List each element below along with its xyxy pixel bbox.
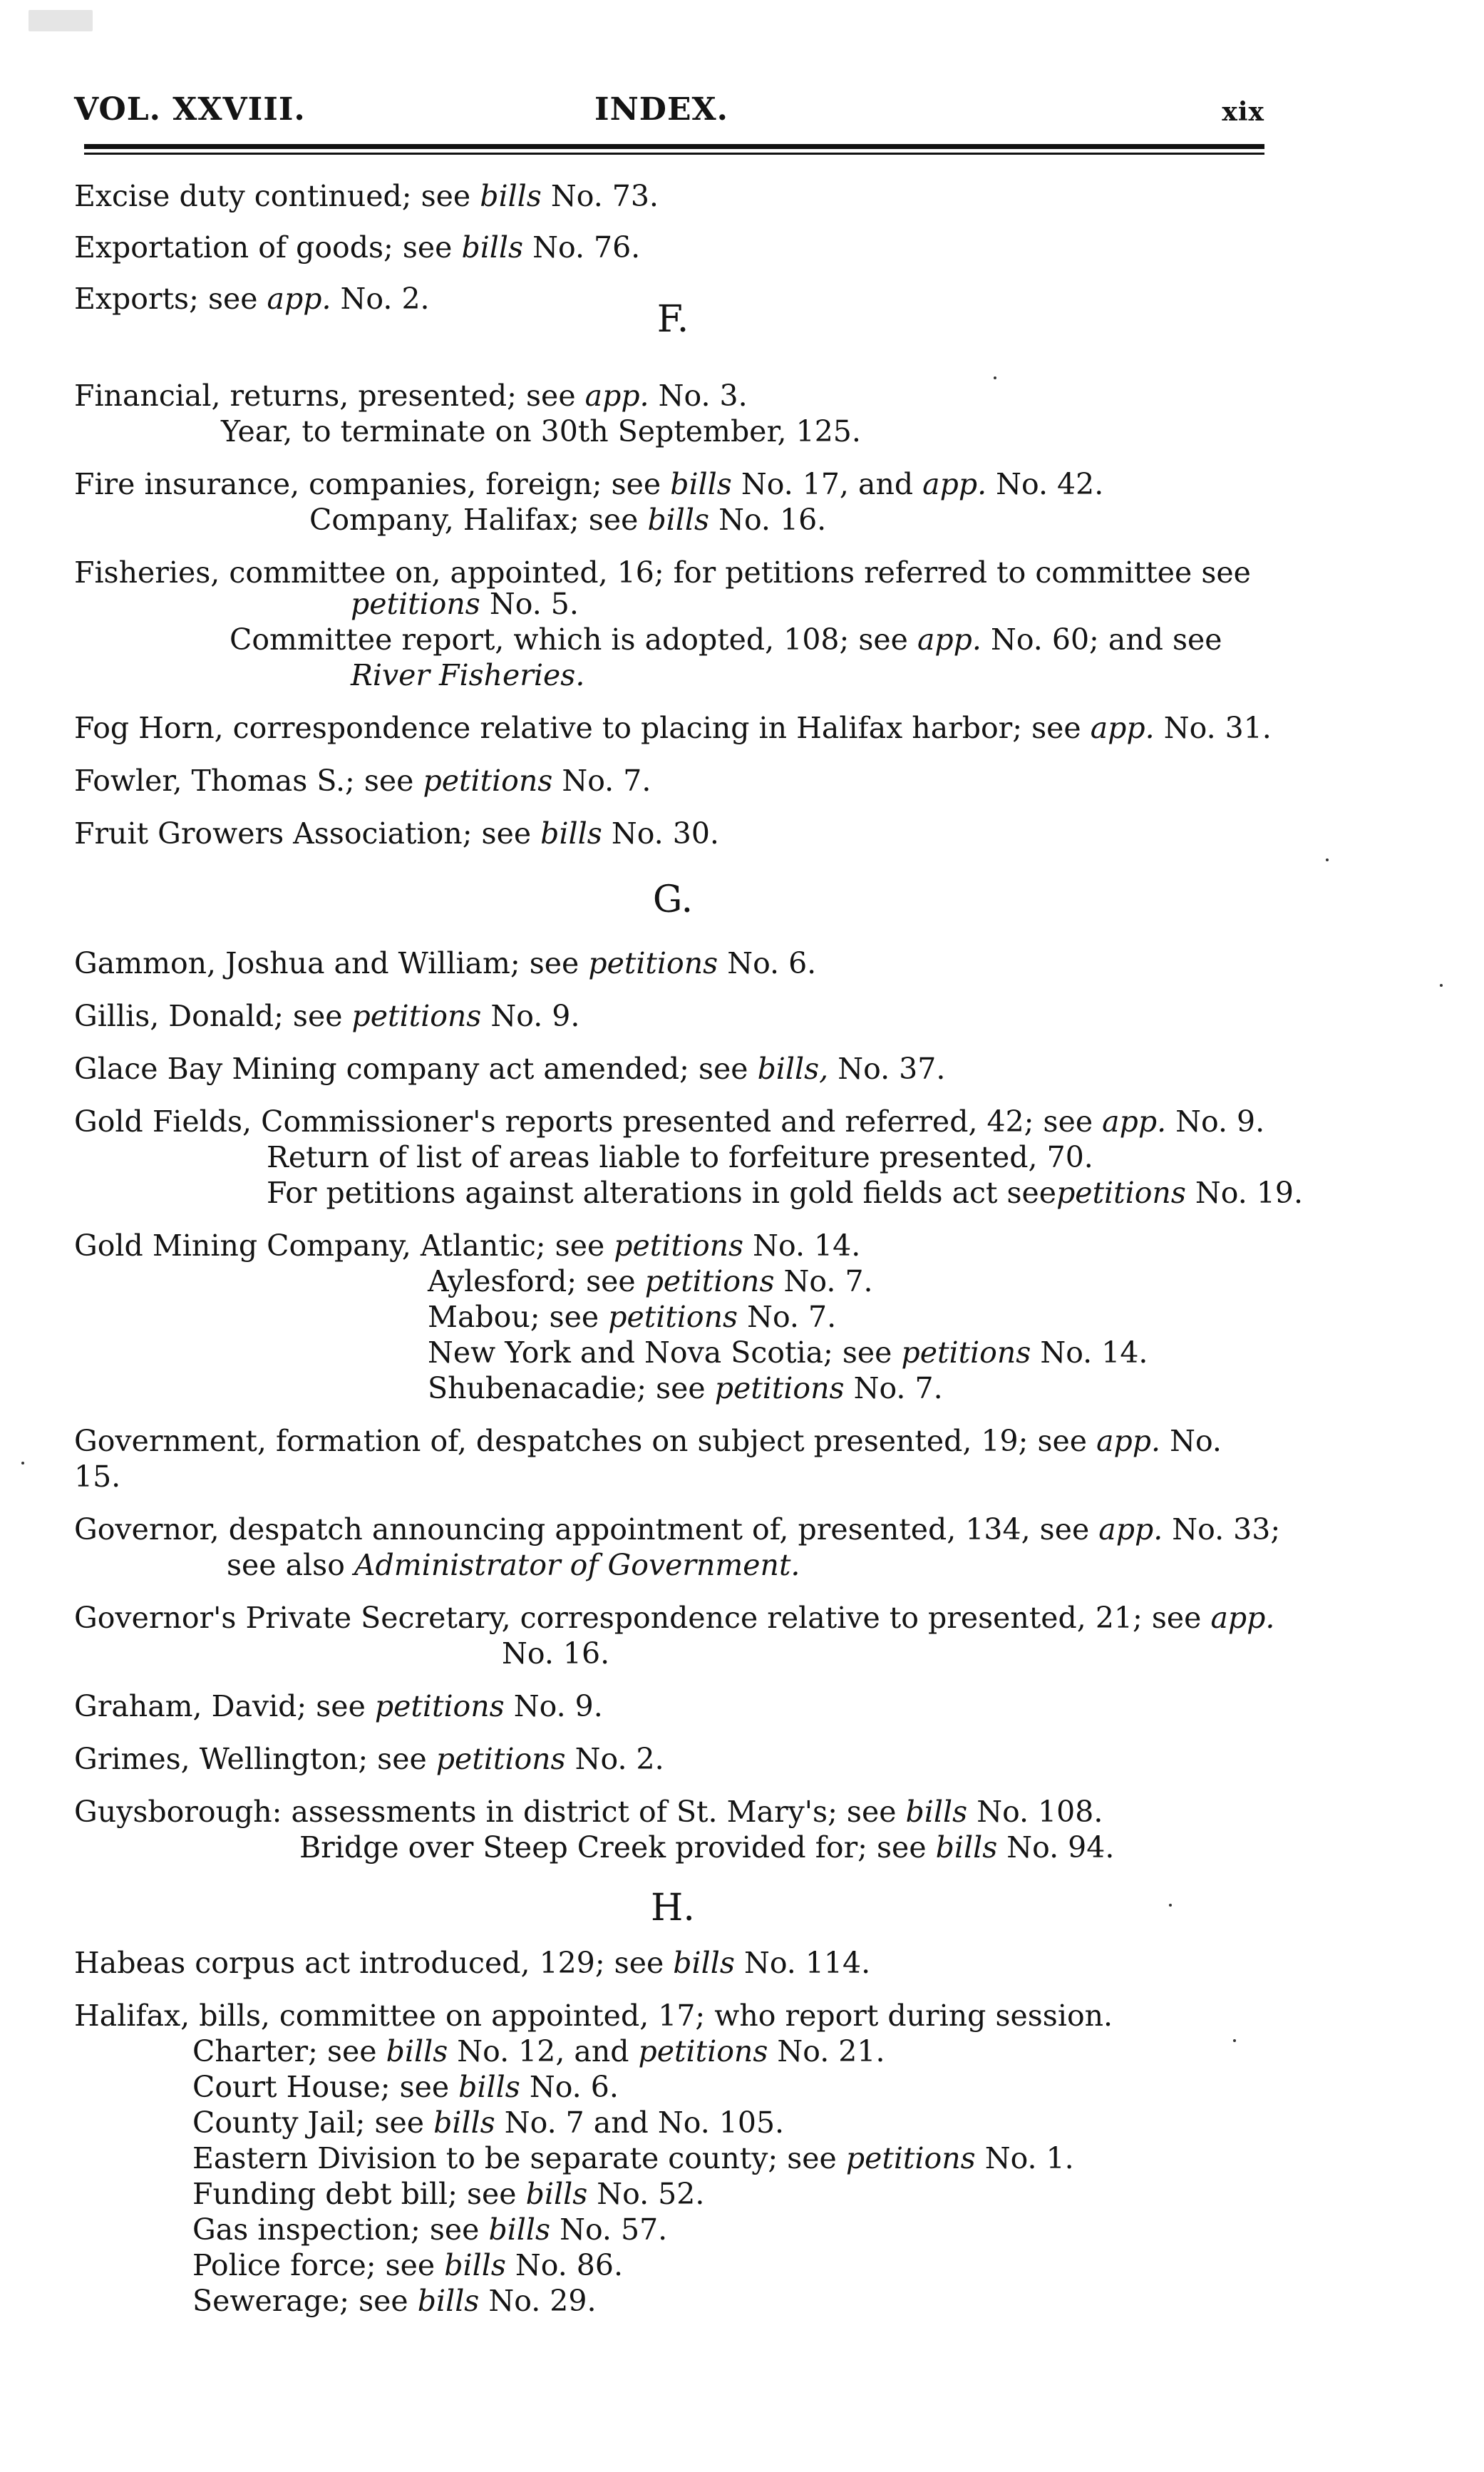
header-rule-thick xyxy=(84,144,1264,149)
index-entry: Fisheries, committee on, appointed, 16; for petitions referred to committee see petitions No. 5. Committee report, which is adopted, 108; see app. No. 60; and see River Fisheries. xyxy=(74,555,1272,693)
index-entry: Fire insurance, companies, foreign; see bills No. 17, and app. No. 42. Company, Halifax; see bills No. 16. xyxy=(74,466,1272,538)
index-subentry: Sewerage; see bills No. 29. xyxy=(192,2284,597,2318)
index-subentry: County Jail; see bills No. 7 and No. 105. xyxy=(192,2106,785,2140)
index-entry: Glace Bay Mining company act amended; see bills, No. 37. xyxy=(74,1052,946,1086)
scan-speck xyxy=(994,376,996,379)
index-subentry: Aylesford; see petitions No. 7. xyxy=(428,1264,873,1298)
section-letter-g: G. xyxy=(652,878,694,921)
page-number: xix xyxy=(1222,97,1264,127)
index-entry: Gammon, Joshua and William; see petitions No. 6. xyxy=(74,946,817,980)
index-entry: Graham, David; see petitions No. 9. xyxy=(74,1689,603,1723)
index-entry: Habeas corpus act introduced, 129; see bills No. 114. xyxy=(74,1946,871,1980)
index-entry: Exports; see app. No. 2. xyxy=(74,282,430,316)
scan-speck xyxy=(29,10,93,31)
index-subentry: Bridge over Steep Creek provided for; see bills No. 94. xyxy=(299,1830,1115,1865)
index-subentry: Funding debt bill; see bills No. 52. xyxy=(192,2177,705,2211)
page-title: INDEX. xyxy=(594,91,728,128)
index-subentry: Return of list of areas liable to forfeiture presented, 70. xyxy=(267,1140,1093,1174)
index-subentry: Year, to terminate on 30th September, 125. xyxy=(221,414,861,448)
index-subentry: River Fisheries. xyxy=(351,658,585,692)
index-entry: Exportation of goods; see bills No. 76. xyxy=(74,230,641,265)
index-entry: Gold Fields, Commissioner's reports presented and referred, 42; see app. No. 9. Return of list of areas liable to forfeiture presented, 70. For petitions against alterations in gold fields act seepetitions No. 19. xyxy=(74,1104,1304,1210)
index-subentry: Company, Halifax; see bills No. 16. xyxy=(309,503,827,537)
scan-speck xyxy=(1169,1904,1172,1907)
index-entry: Fowler, Thomas S.; see petitions No. 7. xyxy=(74,764,651,798)
volume-label: VOL. XXVIII. xyxy=(74,91,306,128)
index-subentry: Charter; see bills No. 12, and petitions No. 21. xyxy=(192,2034,885,2068)
section-letter-f: F. xyxy=(656,298,689,341)
header-rule-thin xyxy=(84,153,1264,155)
index-subentry: Mabou; see petitions No. 7. xyxy=(428,1300,837,1334)
index-subentry: Eastern Division to be separate county; see petitions No. 1. xyxy=(192,2141,1074,2175)
scan-speck xyxy=(21,1462,24,1465)
index-entry: Fruit Growers Association; see bills No. 30. xyxy=(74,816,719,851)
index-entry: Governor's Private Secretary, correspondence relative to presented, 21; see app. No. 16. xyxy=(74,1601,1275,1671)
index-entry: Excise duty continued; see bills No. 73. xyxy=(74,179,659,213)
index-subentry: Committee report, which is adopted, 108; see app. No. 60; and see xyxy=(230,622,1222,657)
index-entry: Halifax, bills, committee on appointed, 17; who report during session. Charter; see bills No. 12, and petitions No. 21. Court House; see bills No. 6. County Jail; see bills No. 7 and No. 105. Eastern Division to be separate county; see petitions No. 1. Funding debt bill; see bills No. 52. Gas inspection; see bills No. 57. Police force; see bills No. 86. Sewerage; see bills No. 29. xyxy=(74,1998,1272,2319)
running-header xyxy=(74,91,1264,134)
index-subentry: Gas inspection; see bills No. 57. xyxy=(192,2212,668,2247)
index-entry: Guysborough: assessments in district of St. Mary's; see bills No. 108. Bridge over Steep Creek provided for; see bills No. 94. xyxy=(74,1794,1272,1865)
index-subentry: Court House; see bills No. 6. xyxy=(192,2070,619,2104)
index-subentry: see also Administrator of Government. xyxy=(227,1548,800,1582)
index-entry: Grimes, Wellington; see petitions No. 2. xyxy=(74,1742,664,1776)
index-body xyxy=(74,178,1304,2336)
index-entry: Gold Mining Company, Atlantic; see petitions No. 14. Aylesford; see petitions No. 7. Mabou; see petitions No. 7. New York and Nova Scotia; see petitions No. 14. Shubenacadie; see petitions No. 7. xyxy=(74,1228,1272,1406)
index-entry: Government, formation of, despatches on subject presented, 19; see app. No. 15. xyxy=(74,1424,1222,1494)
index-entry: Governor, despatch announcing appointment of, presented, 134, see app. No. 33; see also Administrator of Government. xyxy=(74,1512,1281,1582)
index-subentry: New York and Nova Scotia; see petitions No. 14. xyxy=(428,1335,1148,1370)
index-subentry: For petitions against alterations in gold fields act seepetitions No. 19. xyxy=(267,1176,1304,1210)
scan-speck xyxy=(1326,858,1329,861)
scan-speck xyxy=(1440,984,1443,987)
index-subentry: Police force; see bills No. 86. xyxy=(192,2248,623,2282)
index-entry: Fog Horn, correspondence relative to placing in Halifax harbor; see app. No. 31. xyxy=(74,711,1272,745)
index-subentry: petitions No. 5. xyxy=(351,587,579,621)
index-subentry: Shubenacadie; see petitions No. 7. xyxy=(428,1371,943,1405)
index-entry: Financial, returns, presented; see app. No. 3. Year, to terminate on 30th September, 125. xyxy=(74,378,1272,449)
section-letter-h: H. xyxy=(651,1887,695,1929)
index-subentry: No. 16. xyxy=(502,1636,610,1671)
index-entry: Gillis, Donald; see petitions No. 9. xyxy=(74,999,580,1033)
scan-speck xyxy=(1233,2039,1236,2042)
